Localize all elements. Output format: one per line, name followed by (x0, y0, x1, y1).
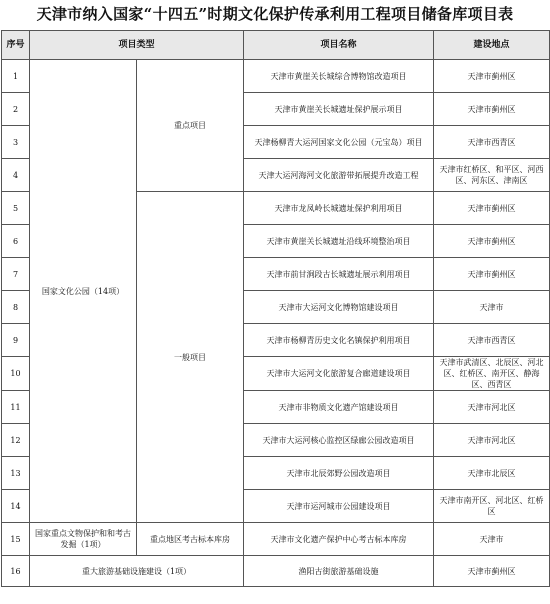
row-location: 天津市西青区 (434, 126, 550, 159)
row-location: 天津市蓟州区 (434, 556, 550, 587)
table-row (2, 523, 550, 556)
row-location: 天津市武清区、北辰区、河北区、红桥区、南开区、静海区、西青区 (434, 357, 550, 391)
row-seq: 11 (2, 391, 30, 424)
row-location: 天津市蓟州区 (434, 258, 550, 291)
group-general-projects: 一般项目 (137, 192, 244, 523)
row-seq: 5 (2, 192, 30, 225)
row-seq: 16 (2, 556, 30, 587)
row-name: 渔阳古街旅游基础设施 (244, 556, 434, 587)
row-seq: 2 (2, 93, 30, 126)
row-name: 天津市黄崖关长城遗址沿线环境整治项目 (244, 225, 434, 258)
table-row (2, 60, 550, 93)
row-name: 天津市非物质文化遗产馆建设项目 (244, 391, 434, 424)
row-seq: 14 (2, 490, 30, 523)
row-name: 天津市黄崖关长城遗址保护展示项目 (244, 93, 434, 126)
row-name: 天津市黄崖关长城综合博物馆改造项目 (244, 60, 434, 93)
row-location: 天津市蓟州区 (434, 192, 550, 225)
row-name: 天津市前甘涧段古长城遗址展示利用项目 (244, 258, 434, 291)
row-seq: 13 (2, 457, 30, 490)
header-name: 项目名称 (244, 31, 434, 60)
row-location: 天津市河北区 (434, 391, 550, 424)
group-national-park: 国家文化公园（14项） (30, 60, 137, 523)
row-seq: 4 (2, 159, 30, 192)
row-location: 天津市蓟州区 (434, 93, 550, 126)
row-location: 天津市 (434, 523, 550, 556)
row-seq: 10 (2, 357, 30, 391)
row-location: 天津市蓟州区 (434, 60, 550, 93)
row-location: 天津市北辰区 (434, 457, 550, 490)
group-key-projects: 重点项目 (137, 60, 244, 192)
row-location: 天津市河北区 (434, 424, 550, 457)
page-title: 天津市纳入国家“十四五”时期文化保护传承利用工程项目储备库项目表 (36, 5, 514, 23)
group-tourism: 重大旅游基础设施建设（1项） (30, 556, 244, 587)
table-row (2, 556, 550, 587)
row-name: 天津市运河城市公园建设项目 (244, 490, 434, 523)
row-location: 天津市南开区、河北区、红桥区 (434, 490, 550, 523)
row-name: 天津市大运河文化博物馆建设项目 (244, 291, 434, 324)
row-name: 天津大运河海河文化旅游带拓展提升改造工程 (244, 159, 434, 192)
row-name: 天津市龙凤岭长城遗址保护利用项目 (244, 192, 434, 225)
row-location: 天津市 (434, 291, 550, 324)
row-name: 天津市北辰郊野公园改造项目 (244, 457, 434, 490)
row-name: 天津市大运河文化旅游复合廊道建设项目 (244, 357, 434, 391)
header-location: 建设地点 (434, 31, 550, 60)
row-seq: 3 (2, 126, 30, 159)
row-seq: 15 (2, 523, 30, 556)
row-name: 天津市文化遗产保护中心考古标本库房 (244, 523, 434, 556)
project-table (1, 30, 550, 587)
row-location: 天津市红桥区、和平区、河西区、河东区、津南区 (434, 159, 550, 192)
row-location: 天津市西青区 (434, 324, 550, 357)
row-seq: 6 (2, 225, 30, 258)
header-type: 项目类型 (30, 31, 244, 60)
row-seq: 8 (2, 291, 30, 324)
row-name: 天津市大运河核心监控区绿廊公园改造项目 (244, 424, 434, 457)
row-name: 天津杨柳青大运河国家文化公园（元宝岛）项目 (244, 126, 434, 159)
row-seq: 9 (2, 324, 30, 357)
group-relics: 国家重点文物保护和和考古发掘（1项） (30, 523, 137, 556)
row-name: 天津市杨柳青历史文化名镇保护利用项目 (244, 324, 434, 357)
row-location: 天津市蓟州区 (434, 225, 550, 258)
row-seq: 12 (2, 424, 30, 457)
row-seq: 7 (2, 258, 30, 291)
group-relics-sub: 重点地区考古标本库房 (137, 523, 244, 556)
header-seq: 序号 (2, 31, 30, 60)
row-seq: 1 (2, 60, 30, 93)
table-header-row (2, 31, 550, 60)
